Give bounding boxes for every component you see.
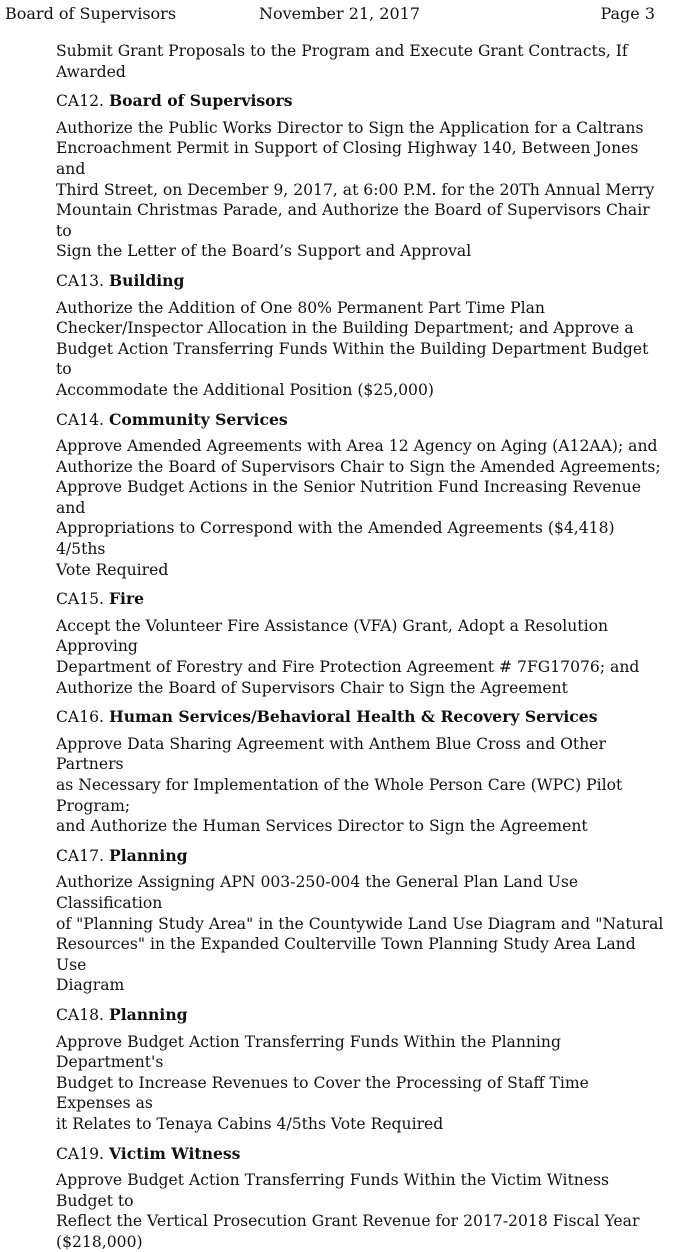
description-line: as Necessary for Implementation of the Whole Person Care (WPC) Pilot Program; [56, 776, 622, 815]
agenda-item-department: Board of Supervisors [109, 91, 293, 110]
agenda-item-description [56, 1170, 666, 1252]
description-line: Accept the Volunteer Fire Assistance (VFA) Grant, Adopt a Resolution Approving [56, 617, 608, 656]
agenda-item-number: CA15. [56, 590, 104, 608]
agenda-item-number: CA18. [56, 1006, 104, 1024]
description-line: Third Street, on December 9, 2017, at 6:00 P.M. for the 20Th Annual Merry [56, 181, 654, 199]
description-line: Accommodate the Additional Position ($25,000) [56, 381, 434, 399]
agenda-item [56, 410, 666, 581]
header-board-name: Board of Supervisors [5, 5, 176, 23]
agenda-item-description [56, 298, 666, 401]
description-line: Authorize the Addition of One 80% Permanent Part Time Plan [56, 299, 545, 317]
agenda-item-description [56, 1032, 666, 1135]
description-line: Reflect the Vertical Prosecution Grant Revenue for 2017-2018 Fiscal Year [56, 1212, 639, 1230]
description-line: of "Planning Study Area" in the Countywide Land Use Diagram and "Natural [56, 915, 663, 933]
agenda-item-department: Victim Witness [109, 1144, 240, 1163]
description-line: Mountain Christmas Parade, and Authorize the Board of Supervisors Chair to [56, 201, 650, 240]
description-line: Resources" in the Expanded Coulterville Town Planning Study Area Land Use [56, 935, 636, 974]
agenda-item-department: Planning [109, 846, 188, 865]
description-line: Approve Budget Actions in the Senior Nutrition Fund Increasing Revenue and [56, 478, 641, 517]
description-line: Approve Budget Action Transferring Funds Within the Planning Department's [56, 1033, 561, 1072]
agenda-item-heading [56, 846, 666, 867]
agenda-item-number: CA13. [56, 272, 104, 290]
header-page-number: Page 3 [600, 5, 655, 23]
agenda-item-department: Fire [109, 589, 144, 608]
description-line: Encroachment Permit in Support of Closing Highway 140, Between Jones and [56, 139, 638, 178]
agenda-item [56, 707, 666, 837]
agenda-item-heading [56, 589, 666, 610]
description-line: Authorize Assigning APN 003-250-004 the General Plan Land Use Classification [56, 873, 578, 912]
description-line: Budget Action Transferring Funds Within the Building Department Budget to [56, 340, 648, 379]
agenda-item-description [56, 872, 666, 996]
agenda-item [56, 91, 666, 262]
agenda-item-number: CA16. [56, 708, 104, 726]
agenda-item-heading [56, 271, 666, 292]
agenda-item-description [56, 436, 666, 580]
agenda-item [56, 846, 666, 996]
agenda-item-list [56, 91, 666, 1252]
description-line: Budget to Increase Revenues to Cover the Processing of Staff Time Expenses as [56, 1074, 589, 1113]
agenda-item-heading [56, 91, 666, 112]
agenda-item [56, 1005, 666, 1135]
description-line: Sign the Letter of the Board’s Support and Approval [56, 242, 471, 260]
agenda-item-number: CA17. [56, 847, 104, 865]
agenda-item-description [56, 118, 666, 262]
description-line: Approve Data Sharing Agreement with Anthem Blue Cross and Other Partners [56, 735, 606, 774]
agenda-item-department: Community Services [109, 410, 288, 429]
description-line: Approve Amended Agreements with Area 12 Agency on Aging (A12AA); and [56, 437, 658, 455]
agenda-item [56, 271, 666, 401]
agenda-item-number: CA19. [56, 1145, 104, 1163]
description-line: Appropriations to Correspond with the Amended Agreements ($4,418) 4/5ths [56, 519, 615, 558]
description-line: Authorize the Board of Supervisors Chair to Sign the Agreement [56, 679, 568, 697]
agenda-content [56, 41, 666, 1252]
page-header [0, 0, 680, 26]
agenda-item-description [56, 616, 666, 698]
description-line: Department of Forestry and Fire Protection Agreement # 7FG17076; and [56, 658, 639, 676]
description-line: and Authorize the Human Services Director to Sign the Agreement [56, 817, 588, 835]
agenda-item [56, 589, 666, 698]
header-date: November 21, 2017 [259, 5, 420, 23]
agenda-item [56, 1144, 666, 1252]
description-line: ($218,000) [56, 1233, 143, 1251]
description-line: Authorize the Board of Supervisors Chair to Sign the Amended Agreements; [56, 458, 661, 476]
description-line: Checker/Inspector Allocation in the Building Department; and Approve a [56, 319, 634, 337]
agenda-item-department: Planning [109, 1005, 188, 1024]
description-line: Vote Required [56, 561, 168, 579]
intro-text: Submit Grant Proposals to the Program and Execute Grant Contracts, If Awarded [56, 41, 666, 82]
description-line: Diagram [56, 976, 124, 994]
agenda-item-department: Building [109, 271, 184, 290]
agenda-item-description [56, 734, 666, 837]
agenda-item-number: CA14. [56, 411, 104, 429]
description-line: it Relates to Tenaya Cabins 4/5ths Vote Required [56, 1115, 443, 1133]
agenda-item-number: CA12. [56, 92, 104, 110]
agenda-item-heading [56, 1144, 666, 1165]
description-line: Authorize the Public Works Director to Sign the Application for a Caltrans [56, 119, 643, 137]
agenda-item-heading [56, 410, 666, 431]
description-line: Approve Budget Action Transferring Funds Within the Victim Witness Budget to [56, 1171, 609, 1210]
agenda-item-heading [56, 1005, 666, 1026]
agenda-item-heading [56, 707, 666, 728]
agenda-item-department: Human Services/Behavioral Health & Recovery Services [109, 707, 598, 726]
